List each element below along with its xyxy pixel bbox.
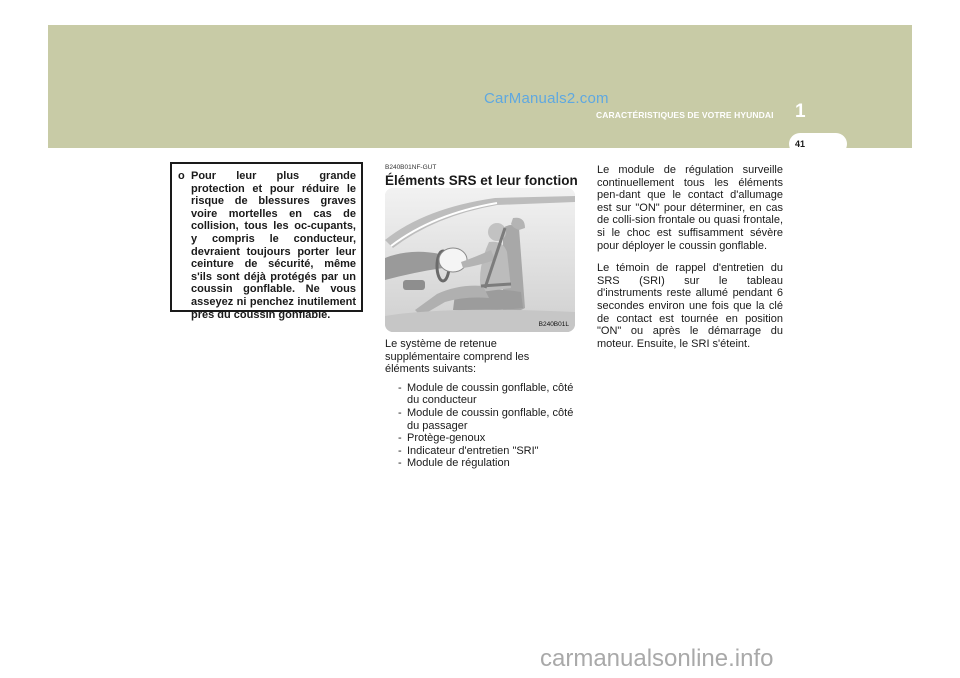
- list-dash: -: [398, 406, 402, 419]
- section-title: Éléments SRS et leur fonction: [385, 173, 578, 188]
- header-band: [48, 25, 912, 148]
- paragraph-sri-indicator: Le témoin de rappel d'entretien du SRS (SRI) sur le tableau d'instruments reste allumé pendant 6 secondes environ une fois que la clé de contact est tournée en position "ON" ou après le démarrage du moteur. Ensuite, le SRI s'éteint.: [597, 262, 783, 350]
- chapter-number: 1: [795, 101, 806, 122]
- list-item: - Protège-genoux: [398, 432, 486, 445]
- page-tab: [789, 133, 847, 155]
- watermark-top[interactable]: CarManuals2.com: [484, 90, 609, 107]
- list-dash: -: [398, 444, 402, 457]
- section-header: [385, 164, 578, 188]
- page-number: 41: [794, 139, 805, 149]
- section-code: B240B01NF-GUT: [385, 164, 437, 171]
- component-list: [385, 382, 575, 470]
- list-item: - Module de coussin gonflable, côté du passager: [398, 406, 574, 432]
- section-body: [385, 338, 575, 470]
- right-column: [597, 164, 783, 360]
- list-dash: -: [398, 381, 402, 394]
- list-item: - Module de régulation: [398, 457, 510, 470]
- paragraph-control-module: Le module de régulation surveille continuellement tous les éléments pen-dant que le contact d'allumage est sur "ON" pour déterminer, en cas de colli-sion frontale ou quasi frontale, si le choc est suffisamment sévère pour déployer le coussin gonflable.: [597, 164, 783, 252]
- list-dash: -: [398, 457, 402, 470]
- warning-box: [170, 162, 363, 321]
- list-item: - Indicateur d'entretien "SRI": [398, 444, 539, 457]
- airbag-illustration-drawing: [385, 188, 575, 332]
- list-item: - Module de coussin gonflable, côté du conducteur: [398, 381, 574, 407]
- chapter-title: CARACTÉRISTIQUES DE VOTRE HYUNDAI: [596, 110, 774, 120]
- airbag-illustration: [385, 188, 575, 332]
- figure-code: B240B01L: [538, 321, 569, 328]
- watermark-bottom[interactable]: carmanualsonline.info: [540, 645, 774, 672]
- warning-bullet: o: [178, 170, 185, 182]
- section-intro: Le système de retenue supplémentaire comprend les éléments suivants:: [385, 338, 530, 376]
- warning-text: Pour leur plus grande protection et pour réduire le risque de blessures graves voire mortelles en cas de collision, tous les oc-cupants, y compris le conducteur, devraient toujours porter leur ceinture de sécurité, même s'ils sont déjà protégés par un coussin gonflable. Ne vous asseyez ni penchez inutilement près du coussin gonflable.: [191, 170, 356, 321]
- list-dash: -: [398, 432, 402, 445]
